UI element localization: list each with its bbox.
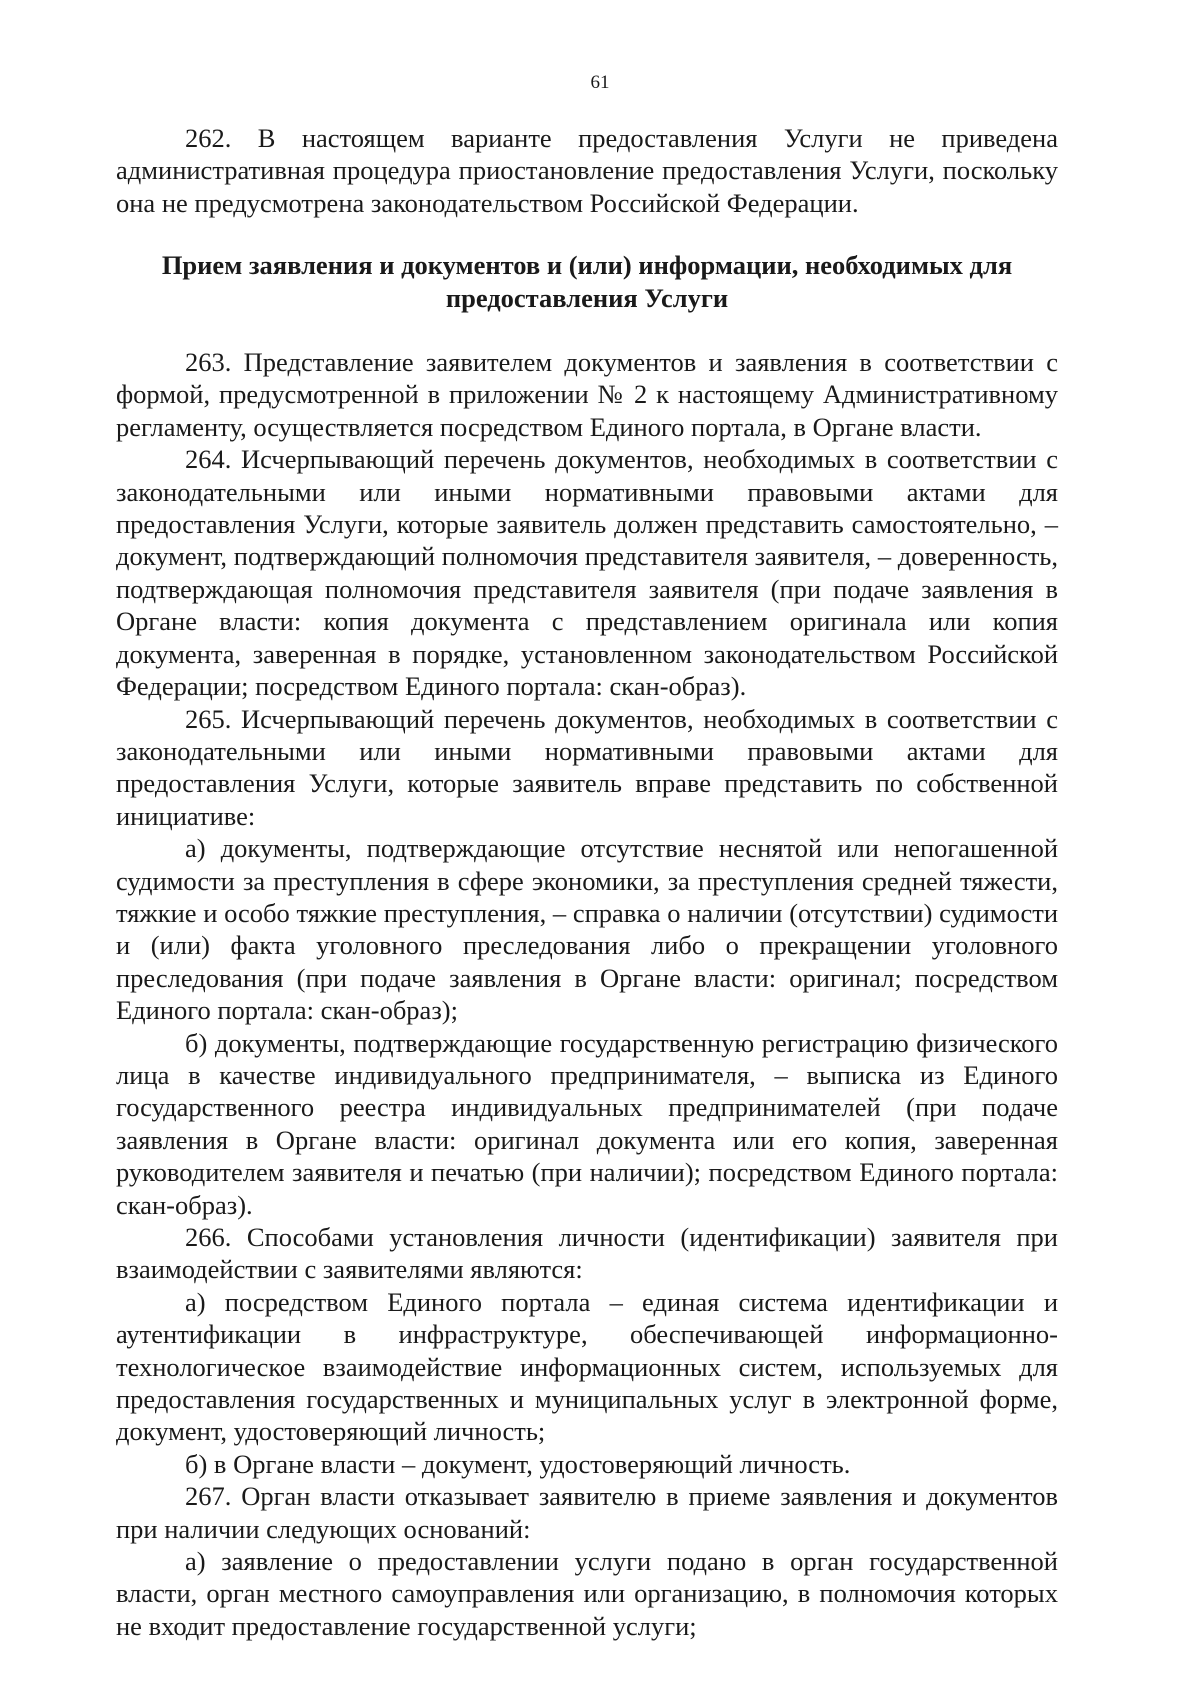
paragraph-265: 265. Исчерпывающий перечень документов, необходимых в соответствии с законодательными или иными нормативными правовыми актами для предоставления Услуги, которые заявитель вправе представить по собственной инициативе: [116,703,1058,831]
paragraph-264: 264. Исчерпывающий перечень документов, необходимых в соответствии с законодательными или иными нормативными правовыми актами для предоставления Услуги, которые заявитель должен представить самостоятельно, – документ, подтверждающий полномочия представителя заявителя, – доверенность, подтверждающая полномочия представителя заявителя (при подаче заявления в Органе власти: копия документа с представлением оригинала или копия документа, заверенная в порядке, установленном законодательством Российской Федерации; посредством Единого портала: скан-образ). [116,444,1058,702]
paragraph-266: 266. Способами установления личности (идентификации) заявителя при взаимодействии с заявителями являются: [116,1222,1058,1285]
document-body [116,122,1058,1642]
paragraph-263: 263. Представление заявителем документов и заявления в соответствии с формой, предусмотренной в приложении № 2 к настоящему Административному регламенту, осуществляется посредством Единого портала, в Органе власти. [116,347,1058,442]
paragraph-266-a: а) посредством Единого портала – единая система идентификации и аутентификации в инфраструктуре, обеспечивающей информационно-технологическое взаимодействие информационных систем, используемых для предоставления государственных и муниципальных услуг в электронной форме, документ, удостоверяющий личность; [116,1286,1058,1447]
paragraph-262: 262. В настоящем варианте предоставления Услуги не приведена административная процедура приостановление предоставления Услуги, поскольку она не предусмотрена законодательством Российской Федерации. [116,123,1058,218]
paragraph-267-a: а) заявление о предоставлении услуги подано в орган государственной власти, орган местного самоуправления или организацию, в полномочия которых не входит предоставление государственной услуги; [116,1546,1058,1641]
paragraph-265-b: б) документы, подтверждающие государственную регистрацию физического лица в качестве индивидуального предпринимателя, – выписка из Единого государственного реестра индивидуальных предпринимателей (при подаче заявления в Органе власти: оригинал документа или его копия, заверенная руководителем заявителя и печатью (при наличии); посредством Единого портала: скан-образ). [116,1027,1058,1220]
paragraph-267: 267. Орган власти отказывает заявителю в приеме заявления и документов при наличии следующих оснований: [116,1481,1058,1544]
page-number: 61 [590,72,610,93]
section-heading: Прием заявления и документов и (или) информации, необходимых для предоставления Услуги [161,250,1013,313]
paragraph-266-b: б) в Органе власти – документ, удостоверяющий личность. [185,1448,851,1479]
paragraph-265-a: а) документы, подтверждающие отсутствие неснятой или непогашенной судимости за преступления в сфере экономики, за преступления средней тяжести, тяжкие и особо тяжкие преступления, – справка о наличии (отсутствии) судимости и (или) факта уголовного преследования либо о прекращении уголовного преследования (при подаче заявления в Органе власти: оригинал; посредством Единого портала: скан-образ); [116,833,1058,1026]
